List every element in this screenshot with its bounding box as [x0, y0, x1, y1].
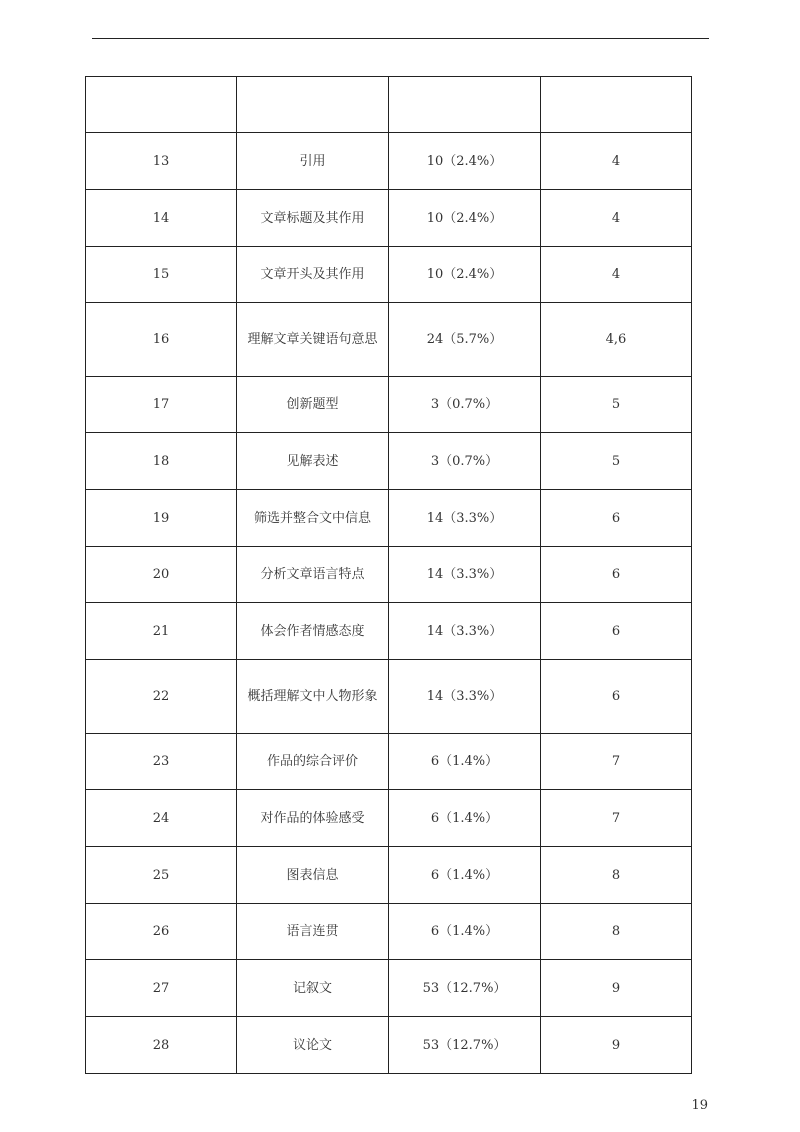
range-cell: 7: [541, 790, 692, 847]
range-cell: 6: [541, 603, 692, 660]
range-cell: 9: [541, 1017, 692, 1074]
range-cell: 7: [541, 734, 692, 790]
row-number-cell: 19: [86, 490, 237, 547]
table-row: [86, 547, 692, 603]
range-cell: 6: [541, 490, 692, 547]
count-cell: 14（3.3%）: [389, 490, 541, 547]
row-number-cell: 20: [86, 547, 237, 603]
row-number-cell: 18: [86, 433, 237, 490]
table-row: [86, 133, 692, 190]
count-cell: 6（1.4%）: [389, 847, 541, 904]
topic-cell: 文章标题及其作用: [237, 190, 389, 247]
range-cell: 4: [541, 190, 692, 247]
table-row: [86, 433, 692, 490]
table-row: [86, 734, 692, 790]
count-cell: 10（2.4%）: [389, 190, 541, 247]
row-number-cell: 24: [86, 790, 237, 847]
range-cell: 8: [541, 904, 692, 960]
header-rule: [92, 38, 709, 39]
range-cell: 5: [541, 377, 692, 433]
count-cell: 6（1.4%）: [389, 904, 541, 960]
range-cell: 4: [541, 133, 692, 190]
table-row: [86, 247, 692, 303]
table-row: [86, 77, 692, 133]
range-cell: 4: [541, 247, 692, 303]
topic-cell: 筛选并整合文中信息: [237, 490, 389, 547]
table-row: [86, 377, 692, 433]
count-cell: 10（2.4%）: [389, 133, 541, 190]
table-row: [86, 303, 692, 377]
row-number-cell: 25: [86, 847, 237, 904]
range-cell: 8: [541, 847, 692, 904]
row-number-cell: 28: [86, 1017, 237, 1074]
count-cell: 14（3.3%）: [389, 660, 541, 734]
row-number-cell: 13: [86, 133, 237, 190]
range-cell: 5: [541, 433, 692, 490]
count-cell: 6（1.4%）: [389, 790, 541, 847]
table-row: [86, 960, 692, 1017]
row-number-cell: 27: [86, 960, 237, 1017]
count-cell: 3（0.7%）: [389, 377, 541, 433]
table-row: [86, 660, 692, 734]
range-cell: 4,6: [541, 303, 692, 377]
count-cell: 6（1.4%）: [389, 734, 541, 790]
count-cell: 53（12.7%）: [389, 1017, 541, 1074]
topic-cell: [237, 77, 389, 133]
table-row: [86, 847, 692, 904]
topic-cell: 语言连贯: [237, 904, 389, 960]
table-row: [86, 904, 692, 960]
topic-cell: 体会作者情感态度: [237, 603, 389, 660]
row-number-cell: 21: [86, 603, 237, 660]
topic-cell: 理解文章关键语句意思: [237, 303, 389, 377]
topic-cell: 记叙文: [237, 960, 389, 1017]
row-number-cell: 16: [86, 303, 237, 377]
topic-cell: 引用: [237, 133, 389, 190]
topic-cell: 文章开头及其作用: [237, 247, 389, 303]
table-row: [86, 790, 692, 847]
page-number: 19: [691, 1098, 708, 1113]
range-cell: 6: [541, 660, 692, 734]
table-row: [86, 190, 692, 247]
count-cell: 14（3.3%）: [389, 603, 541, 660]
topic-cell: 见解表述: [237, 433, 389, 490]
row-number-cell: 14: [86, 190, 237, 247]
topic-cell: 创新题型: [237, 377, 389, 433]
count-cell: 24（5.7%）: [389, 303, 541, 377]
row-number-cell: 17: [86, 377, 237, 433]
row-number-cell: 15: [86, 247, 237, 303]
topic-cell: 对作品的体验感受: [237, 790, 389, 847]
count-cell: [389, 77, 541, 133]
statistics-table: [85, 76, 692, 1074]
count-cell: 3（0.7%）: [389, 433, 541, 490]
range-cell: [541, 77, 692, 133]
count-cell: 53（12.7%）: [389, 960, 541, 1017]
count-cell: 14（3.3%）: [389, 547, 541, 603]
row-number-cell: 22: [86, 660, 237, 734]
topic-cell: 概括理解文中人物形象: [237, 660, 389, 734]
row-number-cell: 23: [86, 734, 237, 790]
topic-cell: 图表信息: [237, 847, 389, 904]
topic-cell: 议论文: [237, 1017, 389, 1074]
count-cell: 10（2.4%）: [389, 247, 541, 303]
row-number-cell: 26: [86, 904, 237, 960]
row-number-cell: [86, 77, 237, 133]
range-cell: 9: [541, 960, 692, 1017]
range-cell: 6: [541, 547, 692, 603]
topic-cell: 作品的综合评价: [237, 734, 389, 790]
table-row: [86, 603, 692, 660]
topic-cell: 分析文章语言特点: [237, 547, 389, 603]
table-row: [86, 490, 692, 547]
table-row: [86, 1017, 692, 1074]
